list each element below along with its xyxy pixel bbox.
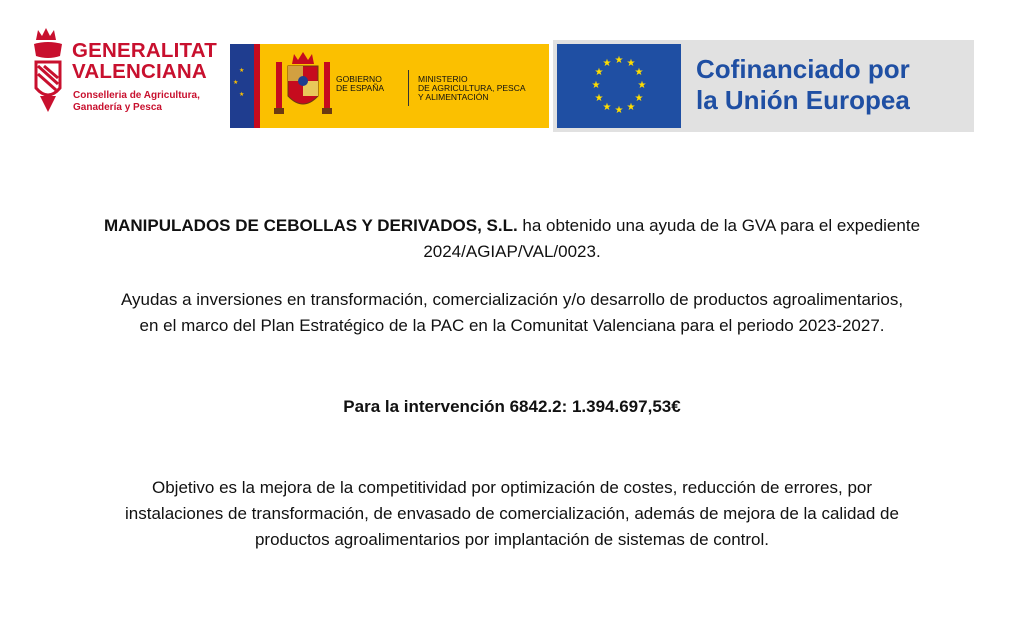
svg-text:★: ★	[594, 67, 604, 78]
svg-text:★: ★	[634, 93, 644, 104]
spain-red-stripe	[254, 44, 260, 128]
gobierno-espana-logo	[230, 44, 549, 128]
svg-text:★: ★	[634, 67, 644, 78]
generalitat-valenciana-logo	[30, 26, 220, 118]
objective-line2: instalaciones de transformación, de envasado de comercialización, además de mejora de la calidad de	[125, 504, 899, 523]
svg-text:★: ★	[602, 102, 612, 113]
svg-text:★: ★	[614, 105, 624, 116]
gva-department: Conselleria de Agricultura, Ganadería y Pesca	[73, 90, 200, 113]
aid-description-line2: en el marco del Plan Estratégico de la PAC en la Comunitat Valenciana para el periodo 2023-2027.	[139, 316, 885, 335]
svg-text:★: ★	[614, 55, 624, 66]
objective-line1: Objetivo es la mejora de la competitividad por optimización de costes, reducción de errores, por	[151, 478, 873, 497]
gobierno-divider	[408, 70, 409, 106]
grant-statement	[20, 213, 1004, 265]
gobierno-label: GOBIERNO DE ESPAÑA	[336, 74, 385, 93]
ministerio-label: MINISTERIO DE AGRICULTURA, PESCA Y ALIMENTACIÓN	[418, 74, 526, 102]
intervention-amount: Para la intervención 6842.2: 1.394.697,53€	[343, 397, 681, 416]
svg-text:★: ★	[637, 80, 647, 91]
svg-text:★: ★	[626, 102, 636, 113]
objective-description	[20, 475, 1004, 553]
grant-statement-text: ha obtenido una ayuda de la GVA para el expediente	[517, 216, 921, 235]
eu-stars-strip: ★ ★ ★	[230, 44, 254, 128]
gva-title: GENERALITAT VALENCIANA	[72, 39, 217, 83]
expediente-number: 2024/AGIAP/VAL/0023.	[423, 242, 601, 261]
aid-description-line1: Ayudas a inversiones en transformación, comercialización y/o desarrollo de productos agroalimentarios,	[120, 290, 904, 309]
aid-description	[20, 287, 1004, 339]
company-name: MANIPULADOS DE CEBOLLAS Y DERIVADOS, S.L.	[103, 216, 518, 235]
eu-cofinanced-text: Cofinanciado por la Unión Europea	[696, 54, 910, 115]
svg-text:★: ★	[602, 58, 612, 69]
eu-cofinanced-logo	[553, 40, 974, 132]
gva-emblem-icon	[30, 26, 66, 116]
svg-text:★: ★	[626, 58, 636, 69]
objective-line3: productos agroalimentarios por implantación de sistemas de control.	[254, 530, 770, 549]
svg-text:★: ★	[591, 80, 601, 91]
eu-flag-icon	[557, 44, 681, 128]
spain-coat-of-arms-icon	[272, 50, 334, 122]
svg-text:★: ★	[594, 93, 604, 104]
